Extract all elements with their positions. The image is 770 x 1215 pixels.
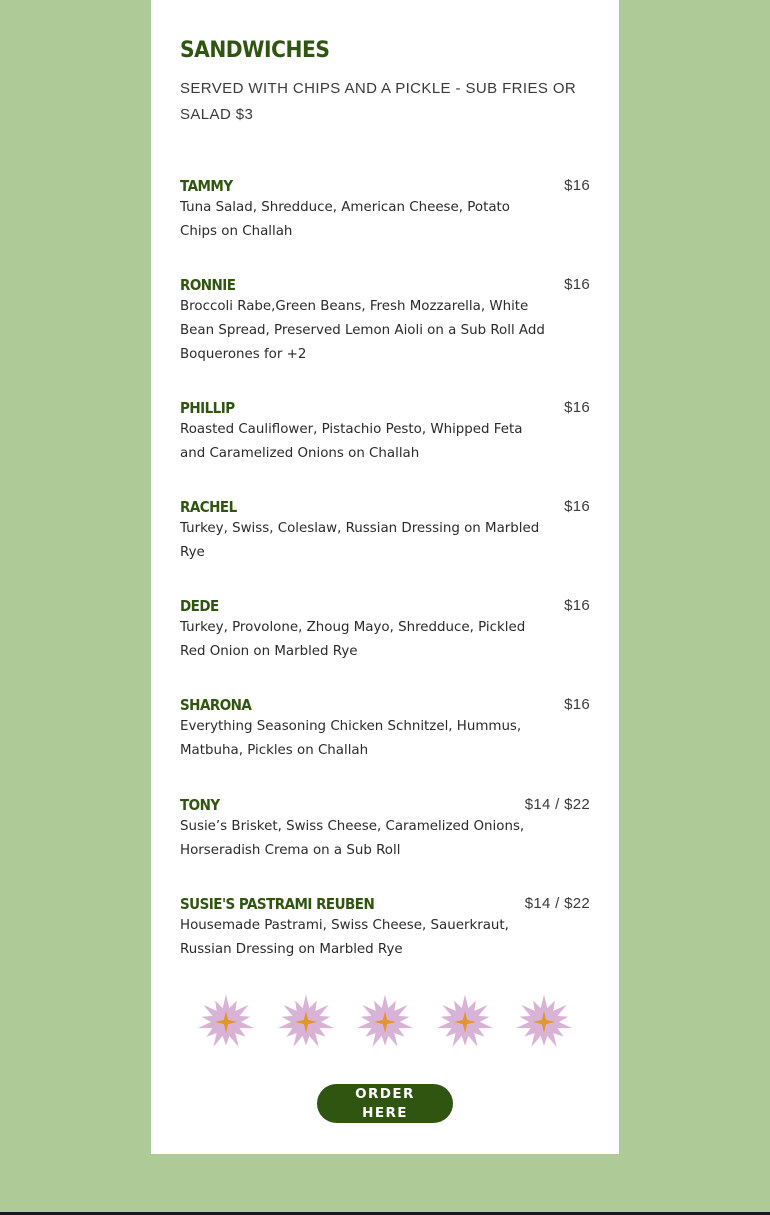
item-description: Everything Seasoning Chicken Schnitzel, Hummus, Matbuha, Pickles on Challah	[180, 719, 522, 758]
item-description: Broccoli Rabe,Green Beans, Fresh Mozzarella, White Bean Spread, Preserved Lemon Aioli on a Sub Roll Add Boquerones for +2	[180, 299, 545, 362]
item-price: $16	[564, 177, 590, 194]
item-price: $16	[564, 696, 590, 713]
item-description: Tuna Salad, Shredduce, American Cheese, Potato Chips on Challah	[180, 200, 510, 239]
item-name: SHARONA	[180, 696, 252, 714]
menu-item	[180, 176, 590, 244]
item-name: TAMMY	[180, 177, 233, 195]
item-description: Turkey, Provolone, Zhoug Mayo, Shredduce, Pickled Red Onion on Marbled Rye	[180, 620, 526, 659]
menu-item	[180, 695, 590, 763]
starburst-icon	[195, 992, 257, 1052]
item-price: $16	[564, 498, 590, 515]
menu-item	[180, 596, 590, 664]
item-price: $16	[564, 399, 590, 416]
item-name: PHILLIP	[180, 399, 235, 417]
item-name: RACHEL	[180, 498, 237, 516]
item-price: $14 / $22	[524, 796, 590, 813]
menu-item	[180, 275, 590, 367]
item-description: Roasted Cauliflower, Pistachio Pesto, Whipped Feta and Caramelized Onions on Challah	[180, 422, 523, 461]
starburst-icon	[513, 992, 575, 1052]
item-description: Susie’s Brisket, Swiss Cheese, Caramelized Onions, Horseradish Crema on a Sub Roll	[180, 819, 525, 858]
item-name: TONY	[180, 796, 220, 814]
item-name: RONNIE	[180, 276, 236, 294]
menu-item	[180, 497, 590, 565]
item-name: DEDE	[180, 597, 219, 615]
item-description: Turkey, Swiss, Coleslaw, Russian Dressing on Marbled Rye	[180, 521, 540, 560]
item-price: $16	[564, 276, 590, 293]
starburst-icon	[434, 992, 496, 1052]
starburst-row	[195, 992, 575, 1052]
starburst-icon	[354, 992, 416, 1052]
menu-item	[180, 795, 590, 863]
section-title: SANDWICHES	[180, 38, 330, 63]
item-price: $16	[564, 597, 590, 614]
starburst-icon	[275, 992, 337, 1052]
menu-item	[180, 398, 590, 466]
menu-panel	[151, 0, 619, 1154]
menu-item	[180, 894, 590, 962]
item-price: $14 / $22	[524, 895, 590, 912]
order-button-label: ORDER HERE	[355, 1085, 415, 1121]
item-name: SUSIE'S PASTRAMI REUBEN	[180, 895, 375, 913]
section-subtitle: SERVED WITH CHIPS AND A PICKLE - SUB FRIES OR SALAD $3	[180, 80, 577, 123]
order-here-button[interactable]	[317, 1084, 453, 1123]
item-description: Housemade Pastrami, Swiss Cheese, Sauerkraut, Russian Dressing on Marbled Rye	[180, 918, 509, 957]
